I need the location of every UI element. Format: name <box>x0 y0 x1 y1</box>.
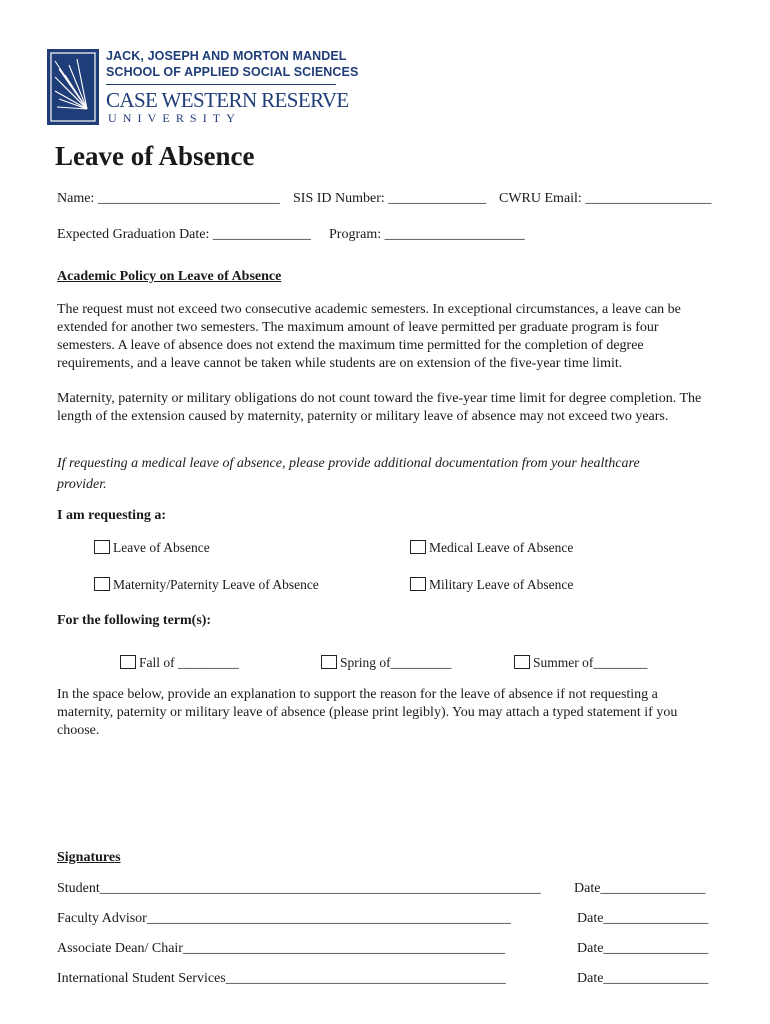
option-label: Military Leave of Absence <box>429 577 574 592</box>
faculty-advisor-signature-line[interactable]: Faculty Advisor____________________________________________________ <box>57 911 511 926</box>
program-field[interactable]: Program: ____________________ <box>329 227 525 242</box>
form-title: Leave of Absence <box>55 141 255 171</box>
checkbox[interactable] <box>321 655 337 669</box>
student-signature-line[interactable]: Student_______________________________________________________________ <box>57 881 541 896</box>
option-medical-leave[interactable] <box>410 540 573 556</box>
sunburst-icon <box>47 49 99 125</box>
logo-divider <box>106 84 336 85</box>
term-label: Spring of_________ <box>340 655 452 670</box>
requesting-heading: I am requesting a: <box>57 508 167 523</box>
associate-dean-date-line[interactable]: Date_______________ <box>577 941 709 956</box>
term-fall[interactable] <box>120 655 239 671</box>
school-name-line2: SCHOOL OF APPLIED SOCIAL SCIENCES <box>106 65 359 79</box>
explanation-instructions: In the space below, provide an explanation to support the reason for the leave of absence if not requesting a maternity, paternity or military leave of absence (please print legibly). You may attach a typed statement if you choose. <box>57 687 678 738</box>
signatures-heading: Signatures <box>57 850 121 865</box>
university-word: UNIVERSITY <box>108 111 241 125</box>
checkbox[interactable] <box>514 655 530 669</box>
term-summer[interactable] <box>514 655 647 671</box>
checkbox[interactable] <box>410 577 426 591</box>
name-field[interactable]: Name: __________________________ <box>57 191 280 206</box>
term-label: Summer of________ <box>533 655 648 670</box>
checkbox[interactable] <box>94 577 110 591</box>
option-maternity-paternity-leave[interactable] <box>94 577 319 593</box>
checkbox[interactable] <box>410 540 426 554</box>
school-name-line1: JACK, JOSEPH AND MORTON MANDEL <box>106 49 347 63</box>
option-leave-of-absence[interactable] <box>94 540 210 556</box>
option-military-leave[interactable] <box>410 577 573 593</box>
checkbox[interactable] <box>94 540 110 554</box>
policy-heading: Academic Policy on Leave of Absence <box>57 269 282 284</box>
option-label: Medical Leave of Absence <box>429 540 574 555</box>
cwru-email-field[interactable]: CWRU Email: __________________ <box>499 191 712 206</box>
faculty-advisor-date-line[interactable]: Date_______________ <box>577 911 709 926</box>
student-date-line[interactable]: Date_______________ <box>574 881 706 896</box>
university-seal-logo <box>47 49 99 125</box>
option-label: Maternity/Paternity Leave of Absence <box>113 577 319 592</box>
university-name: CASE WESTERN RESERVE <box>106 88 349 112</box>
associate-dean-signature-line[interactable]: Associate Dean/ Chair______________________________________________ <box>57 941 505 956</box>
medical-note: If requesting a medical leave of absence, please provide additional documentation from your healthcare provider. <box>57 456 640 492</box>
international-services-date-line[interactable]: Date_______________ <box>577 971 709 986</box>
international-services-signature-line[interactable]: International Student Services________________________________________ <box>57 971 506 986</box>
option-label: Leave of Absence <box>113 540 210 555</box>
terms-heading: For the following term(s): <box>57 613 212 628</box>
policy-paragraph-1: The request must not exceed two consecutive academic semesters. In exceptional circumstances, a leave can be extended for another two semesters. The maximum amount of leave permitted per graduate program is four semesters. A leave of absence does not extend the maximum time permitted for the completion of degree requirements, and a leave cannot be taken while students are on extension of the five-year time limit. <box>57 302 681 371</box>
term-label: Fall of _________ <box>139 655 239 670</box>
expected-graduation-field[interactable]: Expected Graduation Date: ______________ <box>57 227 311 242</box>
sis-id-field[interactable]: SIS ID Number: ______________ <box>293 191 487 206</box>
term-spring[interactable] <box>321 655 451 671</box>
policy-paragraph-2: Maternity, paternity or military obligations do not count toward the five-year time limit for degree completion. The length of the extension caused by maternity, paternity or military leave of absence may not exceed two years. <box>57 391 702 424</box>
checkbox[interactable] <box>120 655 136 669</box>
